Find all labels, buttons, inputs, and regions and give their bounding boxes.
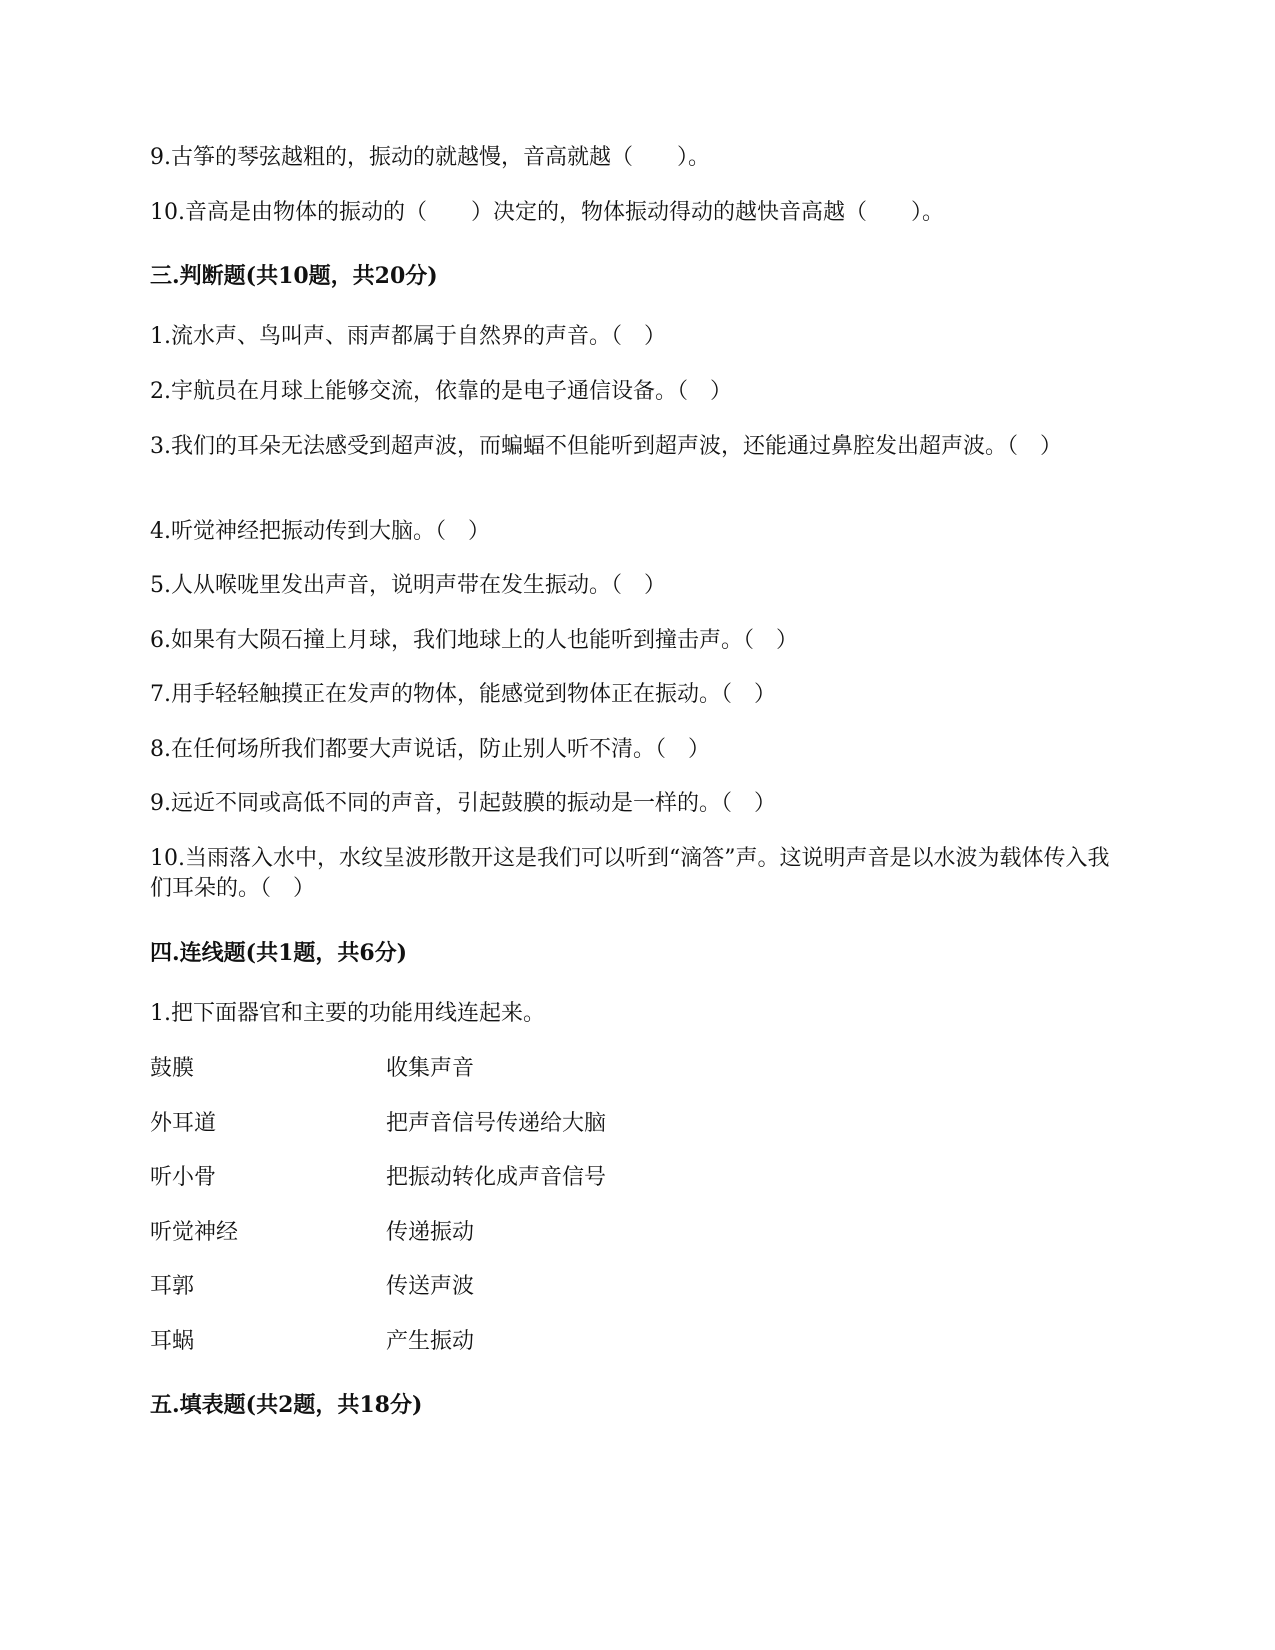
judgment-question-6: 6.如果有大陨石撞上月球，我们地球上的人也能听到撞击声。（ ） xyxy=(150,628,798,653)
judgment-question-7: 7.用手轻轻触摸正在发声的物体，能感觉到物体正在振动。（ ） xyxy=(150,682,776,707)
fill-blank-question-9: 9.古筝的琴弦越粗的，振动的就越慢，音高就越（ ）。 xyxy=(150,145,710,170)
function-item: 把振动转化成声音信号 xyxy=(386,1165,607,1190)
organ-item: 鼓膜 xyxy=(150,1056,195,1081)
organ-item: 听小骨 xyxy=(150,1165,217,1190)
judgment-question-4: 4.听觉神经把振动传到大脑。（ ） xyxy=(150,519,490,544)
function-item: 传送声波 xyxy=(386,1274,475,1299)
judgment-question-3: 3.我们的耳朵无法感受到超声波，而蝙蝠不但能听到超声波，还能通过鼻腔发出超声波。（ ） xyxy=(150,434,1062,459)
fill-blank-question-10: 10.音高是由物体的振动的（ ）决定的，物体振动得动的越快音高越（ ）。 xyxy=(150,200,944,225)
judgment-question-8: 8.在任何场所我们都要大声说话，防止别人听不清。（ ） xyxy=(150,737,710,762)
judgment-question-5: 5.人从喉咙里发出声音，说明声带在发生振动。（ ） xyxy=(150,573,666,598)
section-heading-matching: 四.连线题(共1题，共6分) xyxy=(150,940,408,966)
organ-item: 听觉神经 xyxy=(150,1220,239,1245)
judgment-question-10: 10.当雨落入水中，水纹呈波形散开这是我们可以听到“滴答”声。这说明声音是以水波为载体传入我们耳朵的。（ ） xyxy=(150,846,1110,901)
judgment-question-9: 9.远近不同或高低不同的声音，引起鼓膜的振动是一样的。（ ） xyxy=(150,791,776,816)
judgment-question-2: 2.宇航员在月球上能够交流，依靠的是电子通信设备。（ ） xyxy=(150,379,732,404)
section-heading-table: 五.填表题(共2题，共18分) xyxy=(150,1392,423,1418)
organ-item: 外耳道 xyxy=(150,1111,217,1136)
judgment-question-1: 1.流水声、鸟叫声、雨声都属于自然界的声音。（ ） xyxy=(150,324,666,349)
function-item: 产生振动 xyxy=(386,1329,475,1354)
organ-item: 耳蜗 xyxy=(150,1329,195,1354)
function-item: 收集声音 xyxy=(386,1056,475,1081)
function-item: 传递振动 xyxy=(386,1220,475,1245)
section-heading-judgment: 三.判断题(共10题，共20分) xyxy=(150,263,438,289)
organ-item: 耳郭 xyxy=(150,1274,195,1299)
function-item: 把声音信号传递给大脑 xyxy=(386,1111,607,1136)
matching-question-1: 1.把下面器官和主要的功能用线连起来。 xyxy=(150,1001,545,1026)
